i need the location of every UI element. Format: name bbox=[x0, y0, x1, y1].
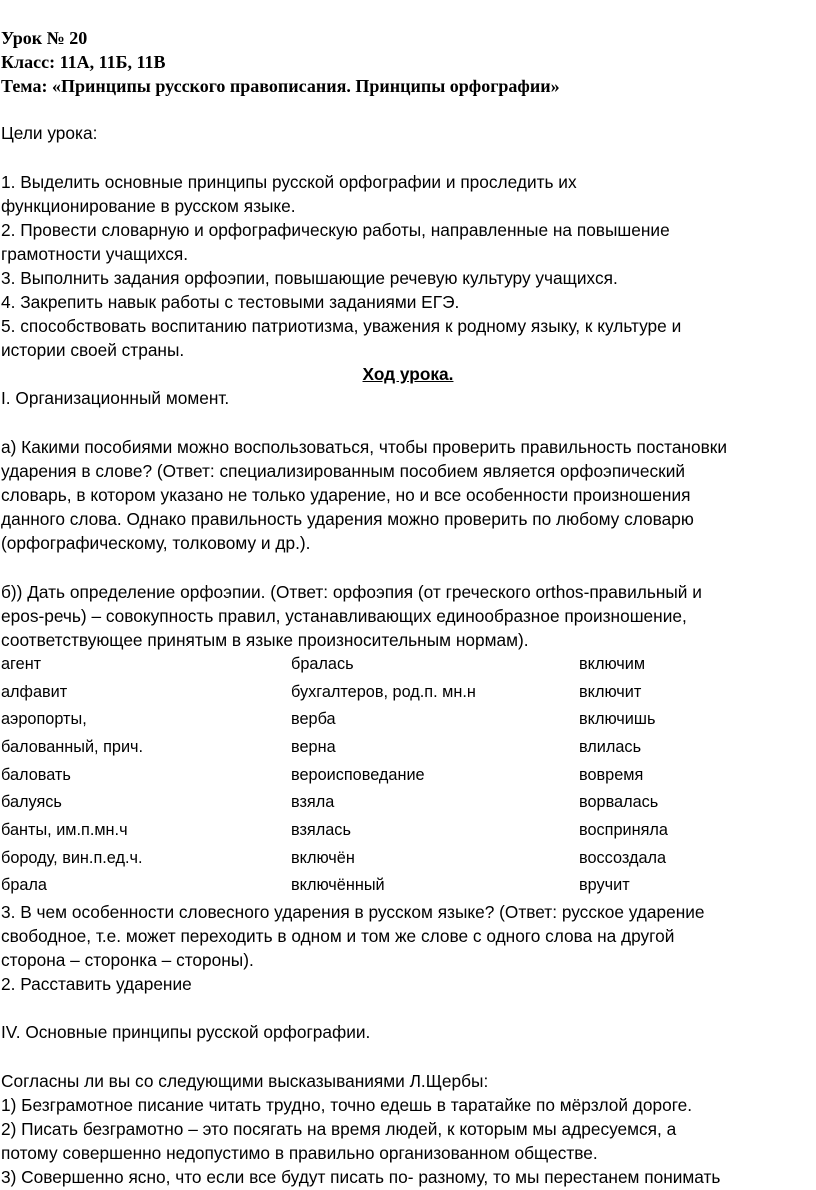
word-cell: алфавит bbox=[1, 683, 68, 701]
question-b-line: epos-речь) – совокупность правил, устанавливающих единообразное произношение, bbox=[1, 606, 687, 626]
word-cell: влилась bbox=[579, 738, 642, 756]
goal-line: 2. Провести словарную и орфографическую работы, направленные на повышение bbox=[1, 220, 670, 240]
goals-title: Цели урока: bbox=[1, 123, 98, 143]
goal-line: функционирование в русском языке. bbox=[1, 196, 296, 216]
question-b-line: соответствующее принятым в языке произносительным нормам). bbox=[1, 630, 529, 650]
word-cell: взяла bbox=[291, 793, 335, 811]
word-cell: верна bbox=[291, 738, 336, 756]
lesson-topic: Тема: «Принципы русского правописания. Принципы орфографии» bbox=[1, 76, 560, 96]
quotes-intro: Согласны ли вы со следующими высказываниями Л.Щербы: bbox=[1, 1071, 489, 1091]
table-row bbox=[1, 876, 816, 900]
question-a-line: данного слова. Однако правильность ударения можно проверить по любому словарю bbox=[1, 509, 694, 529]
word-cell: включённый bbox=[291, 876, 385, 894]
quote-line: 2) Писать безграмотно – это посягать на время людей, к которым мы адресуемся, а bbox=[1, 1119, 677, 1139]
question-a-line: ударения в слове? (Ответ: специализированным пособием является орфоэпический bbox=[1, 461, 686, 481]
word-cell: включит bbox=[579, 683, 642, 701]
word-cell: вероисповедание bbox=[291, 766, 425, 784]
word-cell: верба bbox=[291, 710, 336, 728]
table-row bbox=[1, 793, 816, 817]
word-cell: балуясь bbox=[1, 793, 62, 811]
quote-line: 3) Совершенно ясно, что если все будут писать по- разному, то мы перестанем понимать bbox=[1, 1167, 721, 1187]
word-cell: взялась bbox=[291, 821, 351, 839]
word-cell: аэропорты, bbox=[1, 710, 87, 728]
word-cell: восприняла bbox=[579, 821, 668, 839]
question-a-line: (орфографическому, толковому и др.). bbox=[1, 533, 311, 553]
word-cell: воссоздала bbox=[579, 849, 667, 867]
goal-line: 1. Выделить основные принципы русской орфографии и проследить их bbox=[1, 172, 577, 192]
word-cell: бухгалтеров, род.п. мн.н bbox=[291, 683, 476, 701]
question-b-line: б)) Дать определение орфоэпии. (Ответ: орфоэпия (от греческого orthos-правильный и bbox=[1, 582, 702, 602]
table-row bbox=[1, 710, 816, 734]
word-cell: балованный, прич. bbox=[1, 738, 144, 756]
word-cell: вручит bbox=[579, 876, 630, 894]
word-cell: агент bbox=[1, 655, 42, 673]
word-cell: баловать bbox=[1, 766, 71, 784]
word-cell: включим bbox=[579, 655, 646, 673]
word-cell: банты, им.п.мн.ч bbox=[1, 821, 128, 839]
class-list: Класс: 11А, 11Б, 11В bbox=[1, 52, 166, 72]
table-row bbox=[1, 655, 816, 679]
goal-line: 4. Закрепить навык работы с тестовыми заданиями ЕГЭ. bbox=[1, 292, 460, 312]
course-title: Ход урока. bbox=[362, 364, 454, 384]
word-cell: брала bbox=[1, 876, 47, 894]
question-a-line: словарь, в котором указано не только ударение, но и все особенности произношения bbox=[1, 485, 691, 505]
word-cell: ворвалась bbox=[579, 793, 659, 811]
section-organizational: I. Организационный момент. bbox=[1, 388, 230, 408]
quote-line: 1) Безграмотное писание читать трудно, точно едешь в таратайке по мёрзлой дороге. bbox=[1, 1095, 693, 1115]
word-cell: бороду, вин.п.ед.ч. bbox=[1, 849, 143, 867]
table-row bbox=[1, 849, 816, 873]
lesson-number: Урок № 20 bbox=[1, 28, 88, 48]
word-cell: бралась bbox=[291, 655, 354, 673]
question-3-line: свободное, т.е. может переходить в одном и том же слове с одного слова на другой bbox=[1, 926, 675, 946]
quote-line: потому совершенно недопустимо в правильно организованном обществе. bbox=[1, 1143, 598, 1163]
goal-line: грамотности учащихся. bbox=[1, 244, 189, 264]
task-stress: 2. Расставить ударение bbox=[1, 974, 192, 994]
table-row bbox=[1, 738, 816, 762]
word-cell: вовремя bbox=[579, 766, 644, 784]
goal-line: 3. Выполнить задания орфоэпии, повышающие речевую культуру учащихся. bbox=[1, 268, 618, 288]
table-row bbox=[1, 766, 816, 790]
table-row bbox=[1, 821, 816, 845]
word-cell: включишь bbox=[579, 710, 656, 728]
table-row bbox=[1, 683, 816, 707]
section-orthography-principles: IV. Основные принципы русской орфографии. bbox=[1, 1022, 371, 1042]
goal-line: 5. способствовать воспитанию патриотизма, уважения к родному языку, к культуре и bbox=[1, 316, 682, 336]
question-a-line: а) Какими пособиями можно воспользоваться, чтобы проверить правильность постановки bbox=[1, 437, 727, 457]
question-3-line: 3. В чем особенности словесного ударения в русском языке? (Ответ: русское ударение bbox=[1, 902, 705, 922]
question-3-line: сторона – сторонка – стороны). bbox=[1, 950, 254, 970]
goal-line: истории своей страны. bbox=[1, 340, 185, 360]
word-cell: включён bbox=[291, 849, 355, 867]
